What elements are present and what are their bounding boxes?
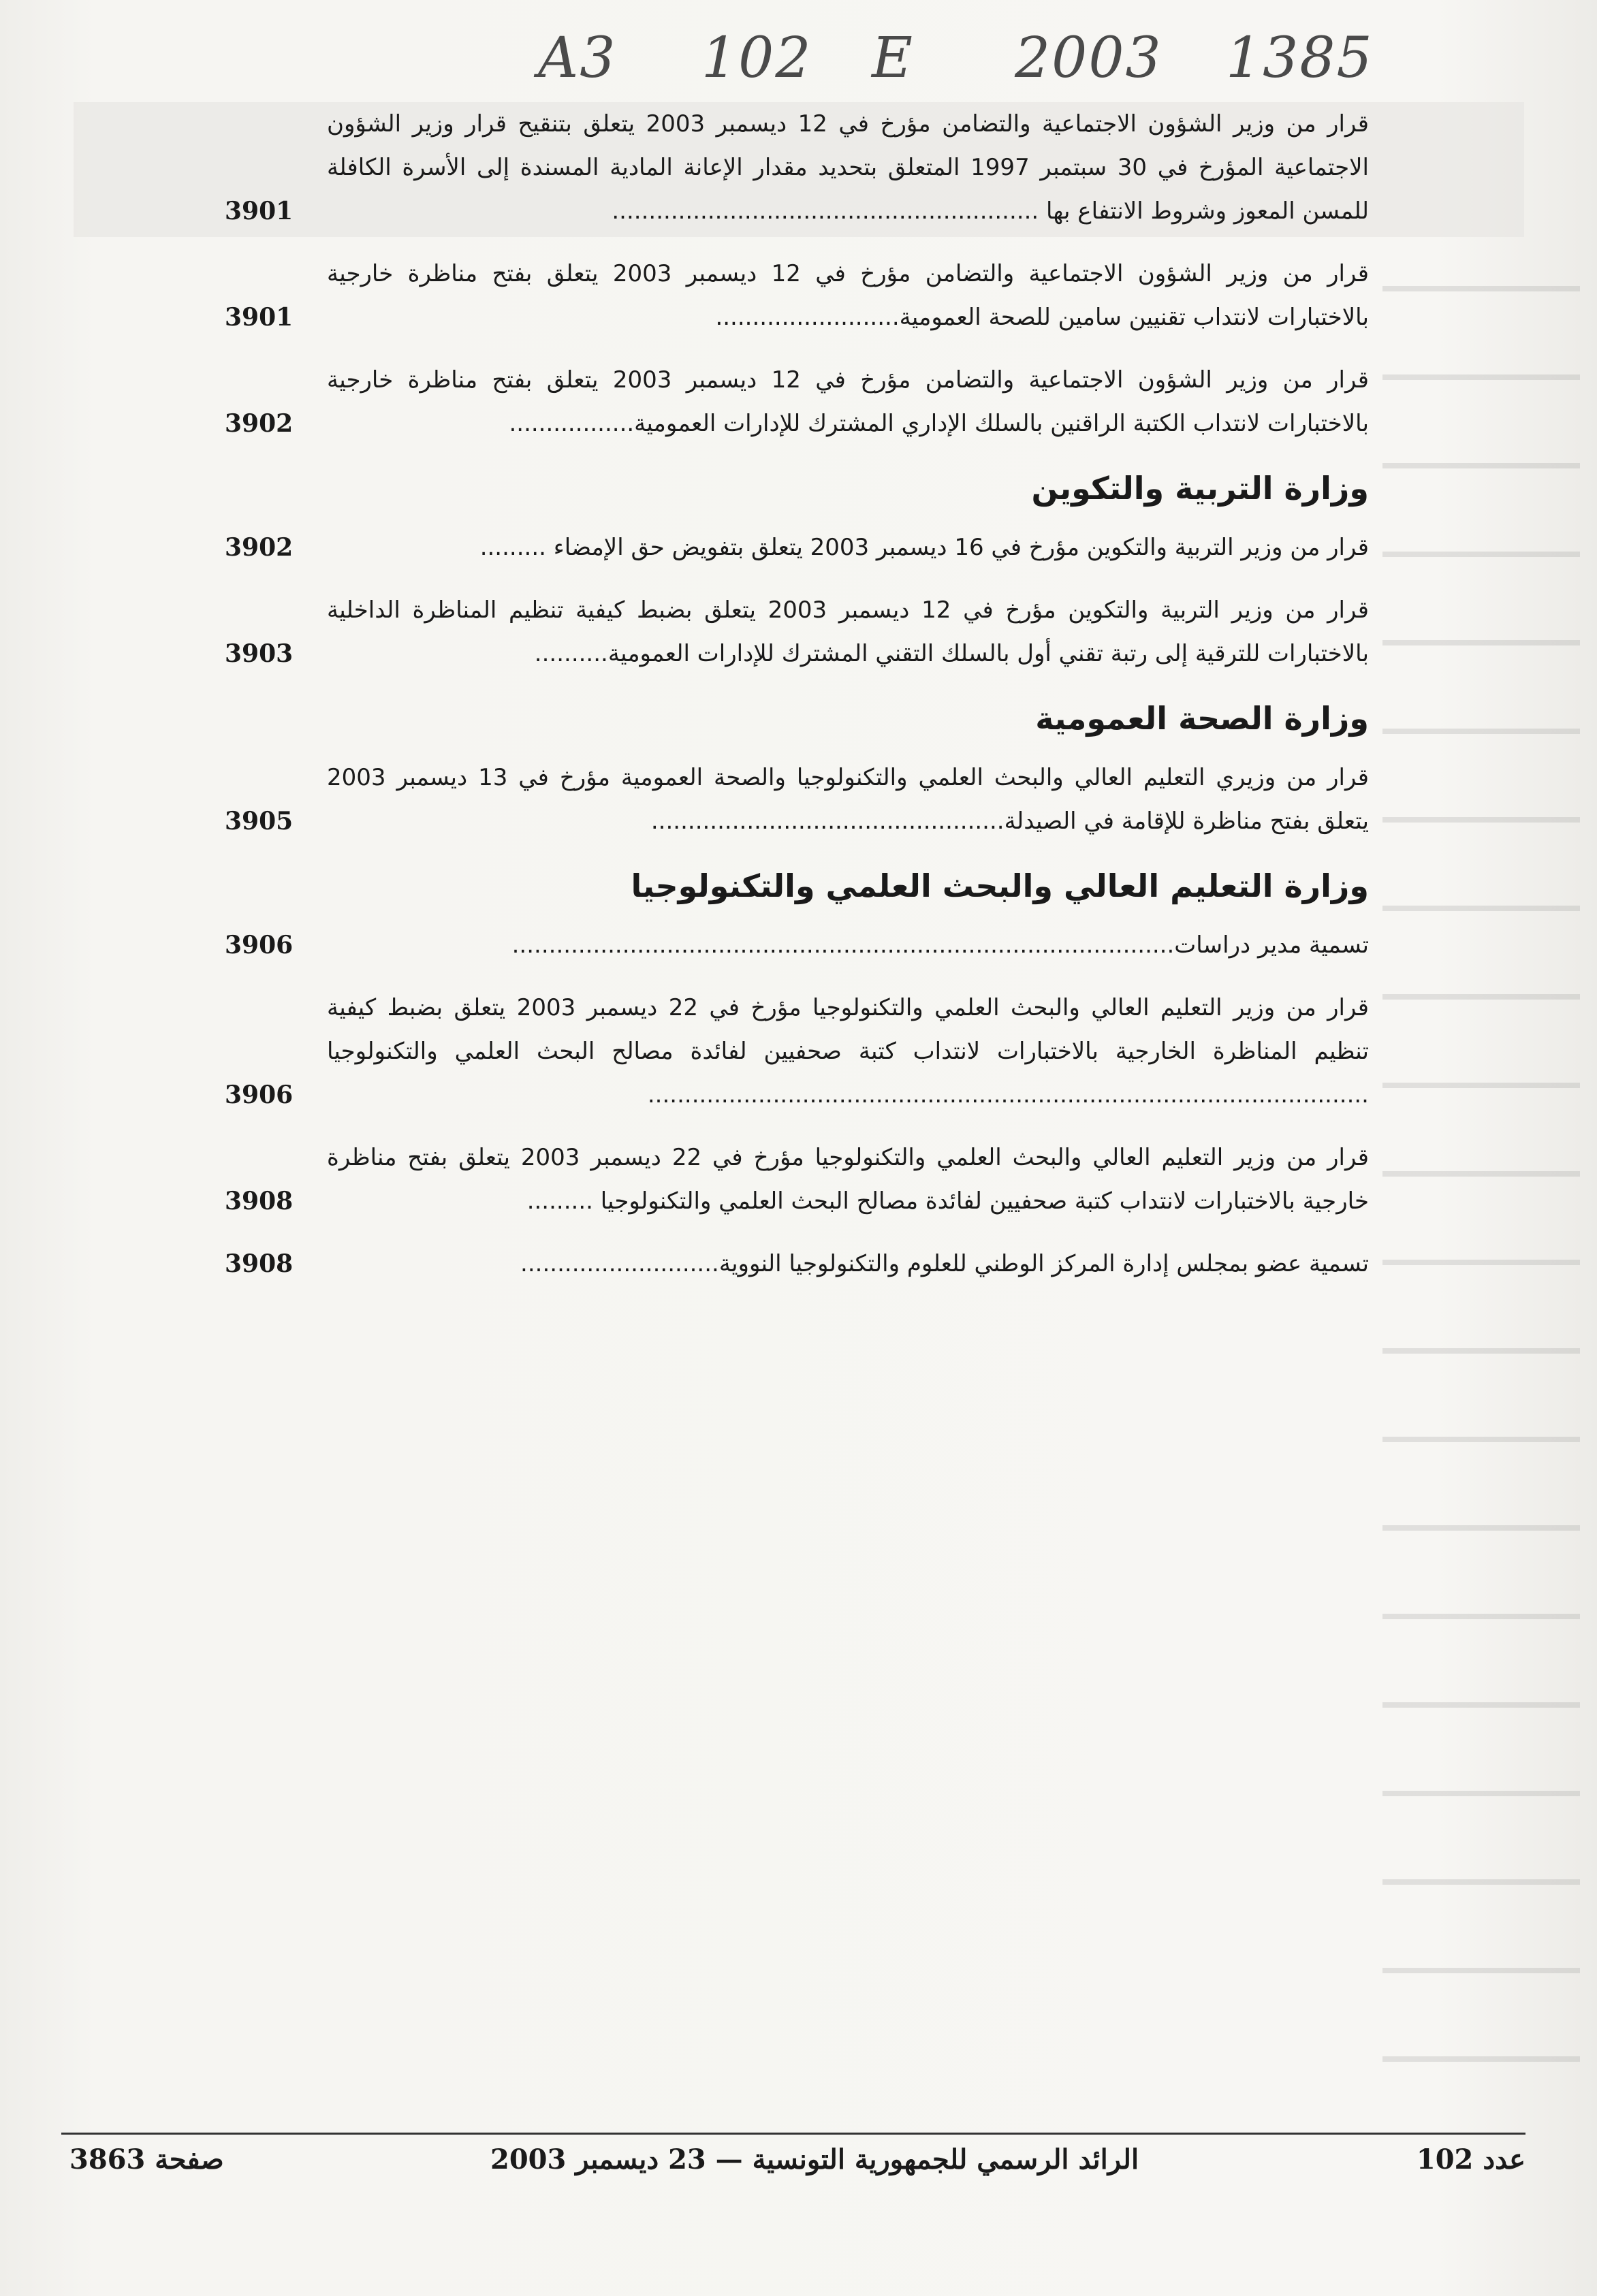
handwritten-part: A3 bbox=[538, 26, 617, 91]
toc-entry bbox=[225, 1136, 1369, 1223]
entry-text: تسمية عضو بمجلس إدارة المركز الوطني للعلوم والتكنولوجيا النووية........................... bbox=[520, 1250, 1369, 1277]
entry-text: قرار من وزير الشؤون الاجتماعية والتضامن مؤرخ في 12 ديسمبر 2003 يتعلق بتنقيح قرار وزير الشؤون الاجتماعية المؤرخ في 30 سبتمبر 1997 المتعلق بتحديد مقدار الإعانة المادية المسندة إلى الأسرة الكافلة للمسن المعوز وشروط الانتفاع بها .......................................................... bbox=[327, 110, 1370, 225]
handwritten-part: 1385 bbox=[1226, 26, 1374, 91]
table-of-contents bbox=[225, 102, 1369, 1305]
toc-entry bbox=[225, 1242, 1369, 1286]
toc-entry bbox=[225, 252, 1369, 339]
entry-page-number: 3906 bbox=[225, 1081, 294, 1109]
bleed-through-column bbox=[1382, 245, 1580, 2084]
toc-entry bbox=[225, 588, 1369, 675]
entry-page-number: 3902 bbox=[225, 409, 294, 438]
entry-page-number: 3906 bbox=[225, 931, 294, 959]
page-footer bbox=[61, 2143, 1525, 2191]
entry-page-number: 3905 bbox=[225, 807, 294, 835]
section-heading: وزارة التعليم العالي والبحث العلمي والتكنولوجيا bbox=[631, 867, 1369, 904]
entry-text: قرار من وزير التعليم العالي والبحث العلمي والتكنولوجيا مؤرخ في 22 ديسمبر 2003 يتعلق بفتح مناظرة خارجية بالاختبارات لانتداب كتبة صحفيين لفائدة مصالح البحث العلمي والتكنولوجيا ......... bbox=[327, 1144, 1369, 1215]
entry-text: قرار من وزير التربية والتكوين مؤرخ في 12 ديسمبر 2003 يتعلق بضبط كيفية تنظيم المناظرة الداخلية بالاختبارات للترقية إلى رتبة تقني أول بالسلك التقني المشترك للإدارات العمومية.......... bbox=[327, 596, 1370, 667]
entry-page-number: 3901 bbox=[225, 303, 294, 332]
section-heading: وزارة التربية والتكوين bbox=[1031, 470, 1369, 507]
entry-page-number: 3908 bbox=[225, 1249, 294, 1278]
toc-entry bbox=[225, 102, 1369, 233]
toc-entry bbox=[225, 923, 1369, 967]
handwritten-part: 2003 bbox=[1015, 26, 1163, 91]
handwritten-archive-mark bbox=[490, 26, 1410, 101]
handwritten-part: 102 bbox=[701, 26, 812, 91]
toc-entry bbox=[225, 358, 1369, 445]
entry-page-number: 3902 bbox=[225, 533, 294, 562]
entry-text: قرار من وزير الشؤون الاجتماعية والتضامن مؤرخ في 12 ديسمبر 2003 يتعلق بفتح مناظرة خارجية بالاختبارات لانتداب الكتبة الراقنين بالسلك الإداري المشترك للإدارات العمومية................. bbox=[327, 366, 1369, 437]
toc-entry bbox=[225, 986, 1369, 1117]
entry-text: قرار من وزير التعليم العالي والبحث العلمي والتكنولوجيا مؤرخ في 22 ديسمبر 2003 يتعلق بضبط كيفية تنظيم المناظرة الخارجية بالاختبارات لانتداب كتبة صحفيين لفائدة مصالح البحث العلمي والتكنولوجيا .................................................................................................. bbox=[327, 994, 1369, 1109]
entry-page-number: 3908 bbox=[225, 1187, 294, 1215]
entry-text: تسمية مدير دراسات.......................................................................................... bbox=[511, 931, 1369, 959]
handwritten-part: E bbox=[872, 26, 914, 91]
entry-text: قرار من وزير التربية والتكوين مؤرخ في 16 ديسمبر 2003 يتعلق بتفويض حق الإمضاء ......... bbox=[479, 534, 1369, 561]
entry-page-number: 3901 bbox=[225, 197, 294, 225]
entry-text: قرار من وزير الشؤون الاجتماعية والتضامن مؤرخ في 12 ديسمبر 2003 يتعلق بفتح مناظرة خارجية بالاختبارات لانتداب تقنيين سامين للصحة العمومية......................... bbox=[327, 260, 1369, 331]
toc-entry bbox=[225, 756, 1369, 843]
footer-page-number: صفحة 3863 bbox=[69, 2143, 224, 2175]
entry-text: قرار من وزيري التعليم العالي والبحث العلمي والتكنولوجيا والصحة العمومية مؤرخ في 13 ديسمبر 2003 يتعلق بفتح مناظرة للإقامة في الصيدلة................................................ bbox=[327, 764, 1369, 835]
footer-issue-number: عدد 102 bbox=[1416, 2143, 1525, 2175]
toc-entry bbox=[225, 526, 1369, 569]
entry-page-number: 3903 bbox=[225, 639, 294, 668]
footer-divider bbox=[61, 2133, 1525, 2135]
section-heading: وزارة الصحة العمومية bbox=[1035, 700, 1369, 737]
footer-publication-title: الرائد الرسمي للجمهورية التونسية — 23 ديسمبر 2003 bbox=[490, 2143, 1139, 2175]
